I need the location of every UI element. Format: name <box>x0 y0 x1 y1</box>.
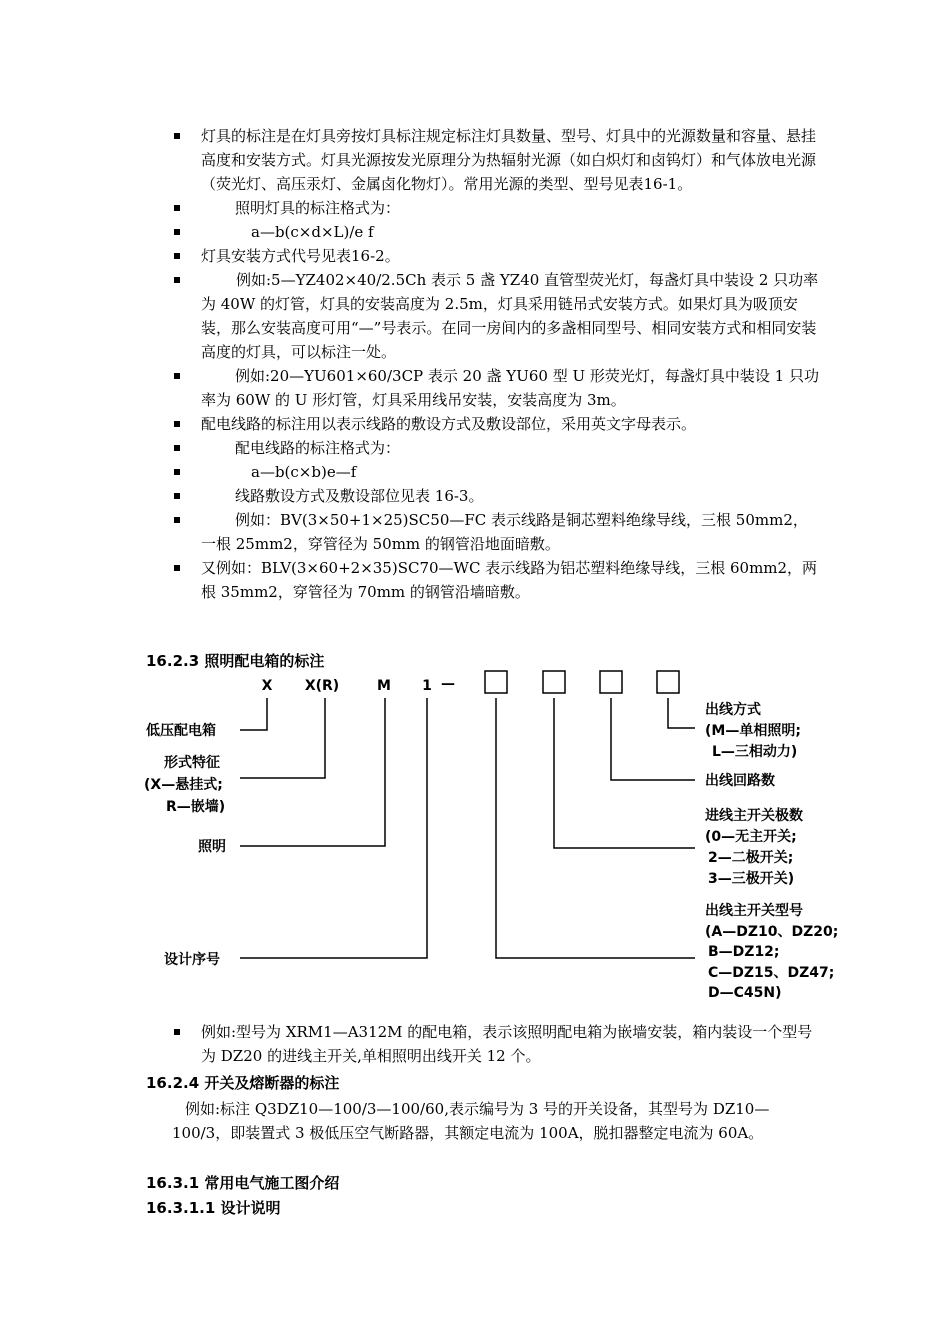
label-form-x: (X—悬挂式; <box>144 777 223 793</box>
list-item: 灯具安装方式代号见表16-2。 <box>170 244 820 268</box>
bullet-icon <box>174 565 180 571</box>
label-outlet-l: L—三相动力) <box>712 744 798 760</box>
label-switch-d: D—C45N) <box>708 985 782 1001</box>
list-item: 配电线路的标注格式为： <box>170 436 820 460</box>
label-lighting: 照明 <box>198 839 226 855</box>
list-item: 配电线路的标注用以表示线路的敷设方式及敷设部位，采用英文字母表示。 <box>170 412 820 436</box>
list-item: a—b(c×d×L)/e f <box>170 220 820 244</box>
section-heading-1624: 16.2.4 开关及熔断器的标注 <box>146 1074 340 1092</box>
bullet-icon <box>174 205 180 211</box>
label-poles-0: (0—无主开关; <box>705 829 797 845</box>
bullet-icon <box>174 133 180 139</box>
label-form-r: R—嵌墙) <box>166 799 226 815</box>
code-box-3 <box>600 671 622 693</box>
section-heading-16311: 16.3.1.1 设计说明 <box>146 1199 281 1217</box>
bullet-icon <box>174 445 180 451</box>
section-heading-1623: 16.2.3 照明配电箱的标注 <box>146 652 325 670</box>
list-item: 线路敷设方式及敷设部位见表 16-3。 <box>170 484 820 508</box>
list-item: 例如:型号为 XRM1—A312M 的配电箱，表示该照明配电箱为嵌墙安装，箱内装设一个型号为 DZ20 的进线主开关,单相照明出线开关 12 个。 <box>170 1020 820 1068</box>
label-switch-a: (A—DZ10、DZ20; <box>705 924 839 940</box>
paragraph-1624: 例如:标注 Q3DZ10—100/3—100/60,表示编号为 3 号的开关设备，其型号为 DZ10—100/3，即装置式 3 极低压空气断路器，其额定电流为 100A，脱扣器整定电流为 60A。 <box>172 1100 770 1142</box>
label-switch-c: C—DZ15、DZ47; <box>708 965 835 981</box>
list-item: 例如：BV(3×50+1×25)SC50—FC 表示线路是铜芯塑料绝缘导线，三根 50mm2，一根 25mm2，穿管径为 50mm 的钢管沿地面暗敷。 <box>170 508 820 556</box>
bullet-icon <box>174 277 180 283</box>
section-heading-1631: 16.3.1 常用电气施工图介绍 <box>146 1174 340 1192</box>
bullet-list-top <box>170 124 820 604</box>
label-poles-title: 进线主开关极数 <box>705 808 803 824</box>
label-design-no: 设计序号 <box>164 952 220 968</box>
code-1: 1 <box>422 678 432 694</box>
bullet-icon <box>174 493 180 499</box>
list-item: 又例如：BLV(3×60+2×35)SC70—WC 表示线路为铝芯塑料绝缘导线，三根 60mm2，两根 35mm2，穿管径为 70mm 的钢管沿墙暗敷。 <box>170 556 820 604</box>
code-dash: — <box>441 676 455 692</box>
label-poles-2: 2—二极开关; <box>708 850 794 866</box>
bullet-icon <box>174 373 180 379</box>
label-switch-b: B—DZ12; <box>708 944 780 960</box>
label-outlet-mode: 出线方式 <box>705 702 761 718</box>
label-circuit-count: 出线回路数 <box>705 773 775 789</box>
label-form-title: 形式特征 <box>164 755 220 771</box>
list-item: 例如:20—YU601×60/3CP 表示 20 盏 YU60 型 U 形荧光灯，每盏灯具中装设 1 只功率为 60W 的 U 形灯管，灯具采用线吊安装，安装高度为 3m。 <box>170 364 820 412</box>
bullet-list-example <box>170 1020 820 1068</box>
code-box-4 <box>657 671 679 693</box>
code-box-1 <box>485 671 507 693</box>
label-poles-3: 3—三极开关) <box>708 871 795 887</box>
label-low-voltage-box: 低压配电箱 <box>146 723 216 739</box>
bullet-icon <box>174 517 180 523</box>
code-box-2 <box>543 671 565 693</box>
bullet-icon <box>174 229 180 235</box>
label-switch-title: 出线主开关型号 <box>705 903 803 919</box>
bullet-icon <box>174 421 180 427</box>
list-item: 照明灯具的标注格式为： <box>170 196 820 220</box>
bullet-icon <box>174 469 180 475</box>
code-x: X <box>261 678 273 694</box>
bullet-icon <box>174 253 180 259</box>
code-xr: X(R) <box>304 678 340 694</box>
list-item: 灯具的标注是在灯具旁按灯具标注规定标注灯具数量、型号、灯具中的光源数量和容量、悬挂高度和安装方式。灯具光源按发光原理分为热辐射光源（如白炽灯和卤钨灯）和气体放电光源（荧光灯、高压汞灯、金属卤化物灯）。常用光源的类型、型号见表16-1。 <box>170 124 820 196</box>
label-outlet-m: (M—单相照明; <box>705 723 801 739</box>
list-item: a—b(c×b)e—f <box>170 460 820 484</box>
code-m: M <box>377 678 391 694</box>
bullet-icon <box>174 1029 180 1035</box>
distribution-box-diagram <box>140 668 860 1008</box>
list-item: 例如:5—YZ402×40/2.5Ch 表示 5 盏 YZ40 直管型荧光灯，每盏灯具中装设 2 只功率为 40W 的灯管，灯具的安装高度为 2.5m，灯具采用链吊式安装方式。如果灯具为吸顶安装，那么安装高度可用“—”号表示。在同一房间内的多盏相同型号、相同安装方式和相同安装高度的灯具，可以标注一处。 <box>170 268 820 364</box>
